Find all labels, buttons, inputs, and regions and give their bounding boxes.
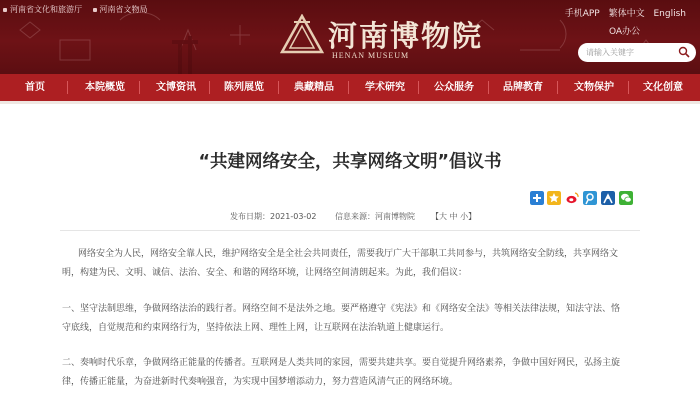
publish-date: 发布日期：2021-03-02 [230,212,317,221]
nav-item-education[interactable]: 品牌教育 [503,82,543,93]
nav-item-home[interactable]: 首页 [25,82,45,93]
main-nav [0,74,700,101]
english-link[interactable]: English [653,9,686,19]
nav-separator [348,81,349,94]
nav-shadow [0,101,700,104]
renren-icon[interactable] [601,191,615,205]
info-source: 信息来源：河南博物院 [335,212,415,221]
nav-separator [278,81,279,94]
nav-item-conservation[interactable]: 文物保护 [574,82,614,93]
site-header [0,0,700,74]
paragraph-line: 二、奏响时代乐章，争做网络正能量的传播者。互联网是人类共同的家园，需要共建共享。要自觉提升网络素养，争做中国好网民，弘扬主旋 [62,358,621,368]
search-icon[interactable] [678,46,690,58]
share-plus-icon[interactable] [530,191,544,205]
font-size-control[interactable]: 【大 中 小】 [431,212,477,221]
top-links [3,4,156,15]
paragraph-line: 明，构建为民、文明、诚信、法治、安全、和谐的网络环境，让网络空间清朗起来。为此，我们倡议： [62,268,468,278]
paragraph-line: 一、坚守法制思维，争做网络法治的践行者。网络空间不是法外之地。要严格遵守《宪法》和《网络安全法》等相关法律法规，知法守法、恪 [62,304,621,314]
weibo-icon[interactable] [565,191,579,205]
nav-separator [209,81,210,94]
logo-chinese-name: 河南博物院 [328,19,484,53]
nav-item-public-services[interactable]: 公众服务 [434,82,474,93]
meta-divider [60,230,640,231]
paragraph-line: 网络安全为人民，网络安全靠人民，维护网络安全是全社会共同责任，需要我厅广大干部职工共同参与，共筑网络安全防线，共享网络文 [78,249,619,259]
search-input[interactable]: 请输入关键字 [586,48,634,57]
logo-english-name: HENAN MUSEUM [332,51,410,60]
article-paragraph [62,354,640,392]
logo-emblem-icon [280,14,324,54]
nav-separator [557,81,558,94]
nav-separator [418,81,419,94]
museum-logo[interactable] [280,12,484,64]
tencent-weibo-icon[interactable] [583,191,597,205]
nav-separator [488,81,489,94]
nav-item-research[interactable]: 学术研究 [365,82,405,93]
article-meta [0,211,700,223]
nav-separator [67,81,68,94]
wechat-icon[interactable] [619,191,633,205]
nav-item-news[interactable]: 文博资讯 [156,82,196,93]
top-link-culture-tourism[interactable]: 河南省文化和旅游厅 [3,5,82,14]
paragraph-line: 守底线，自觉规范和约束网络行为，坚持依法上网、理性上网，让互联网在法治轨道上健康运行。 [62,323,450,333]
search-box[interactable] [578,43,696,62]
article-paragraph [62,245,640,283]
utility-links [559,6,686,19]
article-title: “共建网络安全，共享网络文明”倡议书 [198,152,502,172]
top-link-cultural-relics[interactable]: 河南省文物局 [93,5,148,14]
traditional-chinese-link[interactable]: 繁体中文 [608,9,645,19]
oa-office-link[interactable]: OA办公 [609,27,641,37]
nav-item-creative[interactable]: 文化创意 [643,82,683,93]
nav-item-collections[interactable]: 典藏精品 [294,82,334,93]
nav-item-exhibitions[interactable]: 陈列展览 [224,82,264,93]
article-paragraph [62,300,640,338]
nav-item-overview[interactable]: 本院概览 [85,82,125,93]
paragraph-line: 律，传播正能量，为奋进新时代奏响强音，为实现中国梦增添动力，努力营造风清气正的网络环境。 [62,377,459,387]
nav-separator [139,81,140,94]
qzone-star-icon[interactable] [547,191,561,205]
nav-separator [628,81,629,94]
mobile-app-link[interactable]: 手机APP [564,9,600,19]
